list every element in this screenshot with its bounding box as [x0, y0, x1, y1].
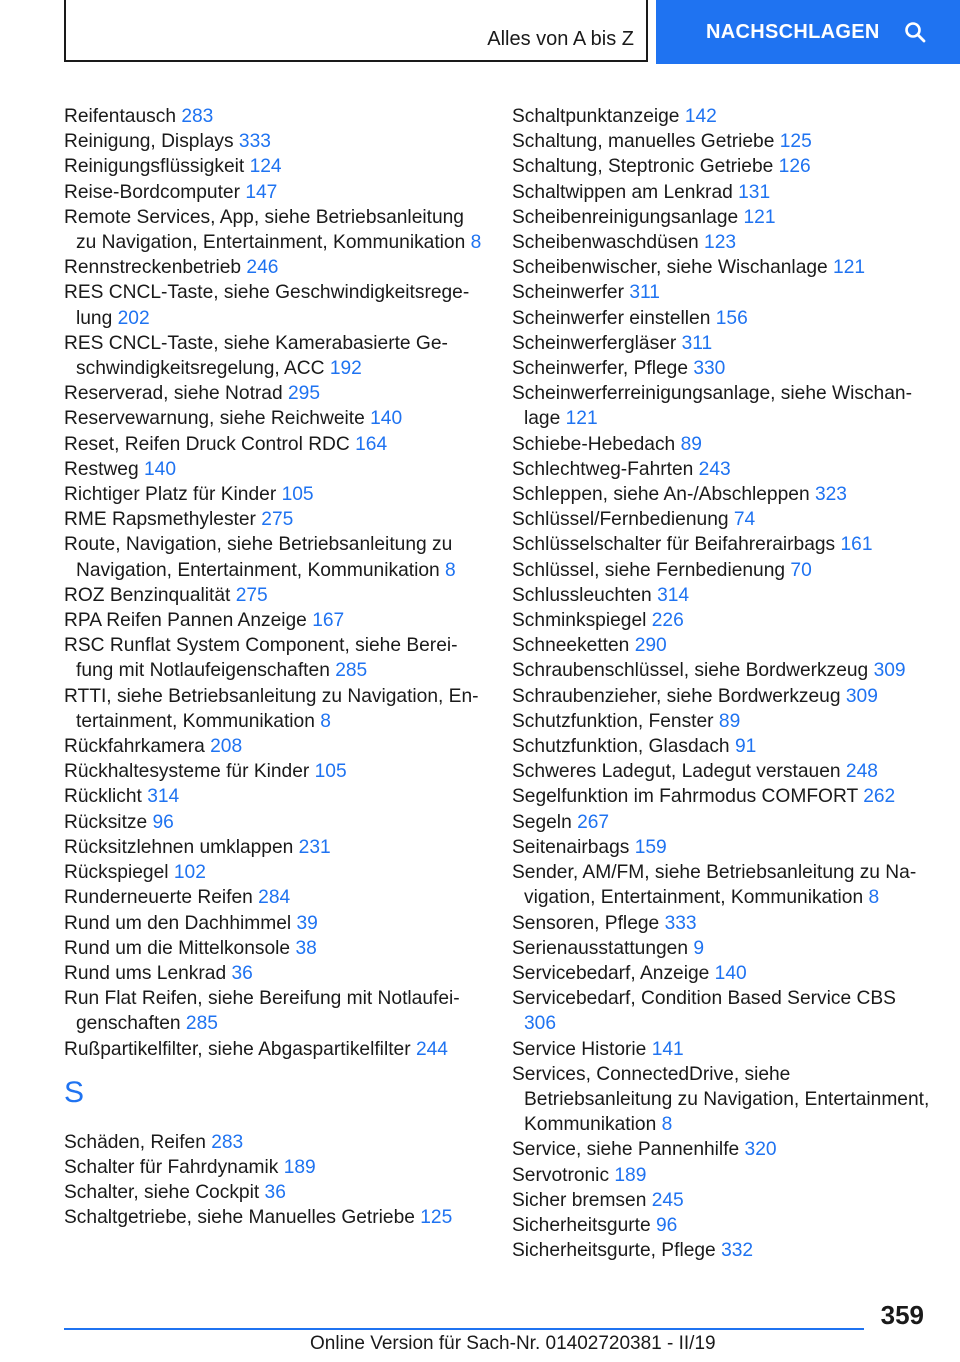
- page-reference-link[interactable]: 105: [314, 761, 347, 783]
- index-term: Segeln: [512, 811, 572, 833]
- index-term: Schutzfunktion, Glasdach: [512, 736, 730, 758]
- index-entry: [64, 835, 484, 860]
- index-entry: [512, 507, 932, 532]
- page-reference-link[interactable]: 231: [298, 836, 331, 858]
- page-reference-link[interactable]: 208: [210, 736, 243, 758]
- page-reference-link[interactable]: 140: [370, 408, 403, 430]
- footer-divider: [64, 1328, 864, 1330]
- index-entry: [512, 1188, 932, 1213]
- page-reference-link[interactable]: 39: [296, 912, 318, 934]
- index-term: Schaltung, Steptronic Getriebe: [512, 156, 774, 178]
- page-reference-link[interactable]: 140: [144, 458, 177, 480]
- index-entry: [512, 331, 932, 356]
- index-term: Scheibenwaschdüsen: [512, 232, 699, 254]
- page-reference-link[interactable]: 125: [420, 1207, 453, 1229]
- index-entry: [64, 583, 484, 608]
- page-reference-link[interactable]: 311: [681, 332, 713, 354]
- index-term: Rückhaltesysteme für Kinder: [64, 761, 310, 783]
- index-entry: [64, 255, 484, 280]
- page-reference-link[interactable]: 156: [715, 307, 748, 329]
- index-entry: [64, 961, 484, 986]
- section-letter-heading: S: [64, 1075, 85, 1109]
- index-term: Segelfunktion im Fahrmodus COMFORT: [512, 786, 858, 808]
- index-entry: [64, 406, 484, 431]
- index-term: Sensoren, Pflege: [512, 912, 660, 934]
- page-reference-link[interactable]: 295: [287, 383, 320, 405]
- index-entry: [64, 1037, 484, 1062]
- nachschlagen-button[interactable]: [656, 0, 960, 64]
- page-reference-link[interactable]: 243: [698, 458, 731, 480]
- index-entry: [64, 381, 484, 406]
- index-entry: [512, 255, 932, 280]
- page-reference-link[interactable]: 105: [281, 484, 314, 506]
- page-reference-link[interactable]: 189: [283, 1156, 316, 1178]
- page-reference-link[interactable]: 275: [261, 509, 294, 531]
- index-term: Schalter, siehe Cockpit: [64, 1182, 260, 1204]
- index-entry: [64, 1180, 484, 1205]
- page-reference-link[interactable]: 159: [634, 836, 667, 858]
- index-entry: [512, 784, 932, 809]
- index-term: RES CNCL-Taste, siehe Kamerabasierte Geschwindigkeitsregelung, ACC: [64, 332, 448, 380]
- page-reference-link[interactable]: 285: [335, 660, 368, 682]
- index-term: Reinigungsflüssigkeit: [64, 156, 245, 178]
- page-reference-link[interactable]: 320: [744, 1139, 777, 1161]
- page-reference-link[interactable]: 140: [714, 962, 747, 984]
- index-entry: [64, 507, 484, 532]
- index-entry: [512, 482, 932, 507]
- page-reference-link[interactable]: 244: [415, 1038, 448, 1060]
- index-term: Scheibenreinigungsanlage: [512, 206, 739, 228]
- index-term: Reserverad, siehe Notrad: [64, 383, 283, 405]
- index-term: Runderneuerte Reifen: [64, 887, 253, 909]
- index-entry: [64, 936, 484, 961]
- index-term: Schutzfunktion, Fenster: [512, 710, 714, 732]
- page-reference-link[interactable]: 142: [684, 106, 717, 127]
- index-term: Reinigung, Displays: [64, 131, 234, 153]
- index-entry: [64, 129, 484, 154]
- index-entry: [512, 280, 932, 305]
- index-term: Schraubenzieher, siehe Bordwerkzeug: [512, 685, 841, 707]
- page-reference-link[interactable]: 226: [651, 610, 684, 632]
- index-entry: [64, 331, 484, 381]
- index-entry: [512, 306, 932, 331]
- index-term: Schaltung, manuelles Getriebe: [512, 131, 775, 153]
- page-reference-link[interactable]: 290: [634, 635, 667, 657]
- index-entry: [64, 482, 484, 507]
- footer-text: Online Version für Sach-Nr. 01402720381 - II/19: [310, 1333, 716, 1354]
- index-entry: [512, 129, 932, 154]
- index-term: Scheibenwischer, siehe Wischanlage: [512, 257, 828, 279]
- page-reference-link[interactable]: 311: [629, 282, 660, 304]
- index-entry: [512, 180, 932, 205]
- index-term: Schneeketten: [512, 635, 630, 657]
- page-reference-link[interactable]: 89: [680, 433, 702, 455]
- index-entry: [512, 1213, 932, 1238]
- index-term: Schlechtweg-Fahrten: [512, 458, 694, 480]
- index-entry: [512, 381, 932, 431]
- index-term: Restweg: [64, 458, 139, 480]
- index-column-right: [512, 104, 932, 1263]
- index-term: Schlüsselschalter für Beifahrerairbags: [512, 534, 836, 556]
- index-entry: [64, 608, 484, 633]
- index-entry: [64, 104, 484, 129]
- index-term: Schlüssel/Fernbedienung: [512, 509, 729, 531]
- page-reference-link[interactable]: 102: [173, 862, 206, 884]
- index-entry: [512, 1238, 932, 1263]
- index-term: RTTI, siehe Betriebsanleitung zu Navigation, Entertainment, Kommunikation: [64, 685, 479, 732]
- page-reference-link[interactable]: 314: [147, 786, 180, 808]
- index-entry: [64, 1155, 484, 1180]
- section-tab[interactable]: [64, 0, 648, 62]
- index-entry: [512, 1163, 932, 1188]
- index-entry: [512, 104, 932, 129]
- index-term: Schaltpunktanzeige: [512, 106, 680, 127]
- index-term: Rennstreckenbetrieb: [64, 257, 242, 279]
- index-entry: [64, 759, 484, 784]
- page-reference-link[interactable]: 38: [295, 937, 317, 959]
- index-term: ROZ Benzinqualität: [64, 584, 231, 606]
- index-term: Schäden, Reifen: [64, 1131, 206, 1153]
- index-term: Schlüssel, siehe Fernbedienung: [512, 559, 786, 581]
- page-reference-link[interactable]: 96: [656, 1214, 678, 1236]
- page-reference-link[interactable]: 333: [238, 131, 271, 153]
- page-reference-link[interactable]: 131: [738, 181, 771, 203]
- index-entry: [512, 961, 932, 986]
- index-term: Rußpartikelfilter, siehe Abgaspartikelfilter: [64, 1038, 411, 1060]
- page-reference-link[interactable]: 283: [181, 106, 214, 127]
- index-entry: [512, 205, 932, 230]
- index-entry: [64, 734, 484, 759]
- index-entry: [512, 558, 932, 583]
- index-entry: [512, 230, 932, 255]
- page-reference-link[interactable]: 333: [664, 912, 697, 934]
- page-reference-link[interactable]: 91: [734, 736, 757, 758]
- index-entry: [512, 633, 932, 658]
- page-reference-link[interactable]: 323: [814, 484, 847, 506]
- page-reference-link[interactable]: 121: [833, 257, 866, 279]
- index-entry: [512, 457, 932, 482]
- index-term: Schlussleuchten: [512, 584, 652, 606]
- index-entry: [64, 432, 484, 457]
- index-term: Scheinwerfer, Pflege: [512, 358, 688, 380]
- index-entry: [512, 532, 932, 557]
- page-reference-link[interactable]: 8: [868, 887, 880, 909]
- index-entry: [512, 709, 932, 734]
- page-reference-link[interactable]: 125: [779, 131, 812, 153]
- index-term: RES CNCL-Taste, siehe Geschwindigkeitsregelung: [64, 282, 470, 329]
- index-term: Rund ums Lenkrad: [64, 962, 227, 984]
- search-icon[interactable]: [904, 21, 926, 43]
- index-term: Service, siehe Pannenhilfe: [512, 1139, 740, 1161]
- index-term: Schaltgetriebe, siehe Manuelles Getriebe: [64, 1207, 415, 1229]
- page-reference-link[interactable]: 246: [246, 257, 279, 279]
- page-reference-link[interactable]: 167: [312, 610, 345, 632]
- page-reference-link[interactable]: 284: [258, 887, 291, 909]
- page-reference-link[interactable]: 309: [873, 660, 906, 682]
- page-reference-link[interactable]: 121: [565, 408, 598, 430]
- index-term: Run Flat Reifen, siehe Bereifung mit Notlaufeigenschaften: [64, 988, 460, 1035]
- page-reference-link[interactable]: 70: [790, 559, 812, 581]
- index-entry: [512, 1137, 932, 1162]
- index-entry: [64, 1130, 484, 1155]
- index-entry: [64, 810, 484, 835]
- index-entry: [64, 1205, 484, 1230]
- index-term: Sicherheitsgurte: [512, 1214, 651, 1236]
- index-term: Serienausstattungen: [512, 937, 689, 959]
- page-reference-link[interactable]: 332: [721, 1240, 754, 1262]
- index-term: Reservewarnung, siehe Reichweite: [64, 408, 365, 430]
- index-term: Schaltwippen am Lenkrad: [512, 181, 733, 203]
- page-reference-link[interactable]: 283: [211, 1131, 244, 1153]
- page-reference-link[interactable]: 124: [249, 156, 282, 178]
- index-entry: [64, 784, 484, 809]
- index-entry: [512, 810, 932, 835]
- index-entry: [64, 860, 484, 885]
- index-term: Route, Navigation, siehe Betriebsanleitung zu Navigation, Entertainment, Kommunikation: [64, 534, 453, 581]
- index-entry: [512, 356, 932, 381]
- page-reference-link[interactable]: 121: [743, 206, 776, 228]
- index-entry: [64, 532, 484, 582]
- page-reference-link[interactable]: 96: [152, 811, 174, 833]
- index-entry: [64, 180, 484, 205]
- index-entry: [512, 154, 932, 179]
- page-reference-link[interactable]: 36: [231, 962, 253, 984]
- page-reference-link[interactable]: 89: [718, 710, 741, 732]
- page-reference-link[interactable]: 141: [651, 1038, 684, 1060]
- index-entry: [512, 432, 932, 457]
- index-term: Schiebe-Hebedach: [512, 433, 676, 455]
- page-reference-link[interactable]: 161: [840, 534, 873, 556]
- page-reference-link[interactable]: 192: [329, 358, 362, 380]
- page-reference-link[interactable]: 245: [651, 1189, 684, 1211]
- index-term: Scheinwerfergläser: [512, 332, 677, 354]
- index-entry: [64, 154, 484, 179]
- page-reference-link[interactable]: 285: [185, 1013, 218, 1035]
- index-list-s: [64, 1130, 484, 1231]
- index-entry: [512, 583, 932, 608]
- index-term: Schraubenschlüssel, siehe Bordwerkzeug: [512, 660, 869, 682]
- index-entry: [64, 205, 484, 255]
- page-reference-link[interactable]: 123: [704, 232, 737, 254]
- page-reference-link[interactable]: 330: [693, 358, 726, 380]
- index-term: RSC Runflat System Component, siehe Bereifung mit Notlaufeigenschaften: [64, 635, 458, 682]
- section-title: Alles von A bis Z: [487, 28, 634, 50]
- index-term: Rund um den Dachhimmel: [64, 912, 292, 934]
- page-reference-link[interactable]: 126: [778, 156, 811, 178]
- index-term: RPA Reifen Pannen Anzeige: [64, 610, 307, 632]
- index-term: Seitenairbags: [512, 836, 630, 858]
- index-term: Reise-Bordcomputer: [64, 181, 240, 203]
- index-entry: [512, 759, 932, 784]
- index-entry: [64, 457, 484, 482]
- index-entry: [512, 936, 932, 961]
- index-entry: [512, 1062, 932, 1138]
- page-reference-link[interactable]: 267: [577, 811, 610, 833]
- page-reference-link[interactable]: 8: [320, 710, 331, 732]
- index-entry: [512, 608, 932, 633]
- page-reference-link[interactable]: 36: [264, 1182, 286, 1204]
- index-term: Scheinwerferreinigungsanlage, siehe Wischanlage: [512, 383, 912, 430]
- index-term: Services, ConnectedDrive, siehe Betriebsanleitung zu Navigation, Entertainment, Kommunikation: [512, 1063, 930, 1136]
- index-term: RME Rapsmethylester: [64, 509, 256, 531]
- index-list-r: [64, 104, 484, 1062]
- index-entry: [512, 911, 932, 936]
- index-term: Reifentausch: [64, 106, 176, 127]
- index-entry: [512, 835, 932, 860]
- index-term: Schminkspiegel: [512, 610, 647, 632]
- nachschlagen-label: NACHSCHLAGEN: [706, 20, 880, 43]
- index-term: Rücksitze: [64, 811, 148, 833]
- page-reference-link[interactable]: 9: [693, 937, 705, 959]
- page-reference-link[interactable]: 248: [845, 761, 878, 783]
- page-reference-link[interactable]: 202: [117, 307, 150, 329]
- index-term: Schleppen, siehe An-/Abschleppen: [512, 484, 810, 506]
- page-reference-link[interactable]: 8: [661, 1114, 673, 1136]
- index-term: Schalter für Fahrdynamik: [64, 1156, 279, 1178]
- index-entry: [512, 1037, 932, 1062]
- index-entry: [512, 986, 932, 1036]
- page-reference-link[interactable]: 164: [355, 433, 388, 455]
- index-term: Sicherheitsgurte, Pflege: [512, 1240, 716, 1262]
- index-entry: [64, 885, 484, 910]
- index-term: Servotronic: [512, 1164, 610, 1186]
- index-entry: [64, 633, 484, 683]
- page-reference-link[interactable]: 8: [470, 232, 482, 254]
- index-entry: [64, 911, 484, 936]
- index-term: Rücklicht: [64, 786, 142, 808]
- page-reference-link[interactable]: 314: [657, 584, 690, 606]
- index-column-left: [64, 104, 484, 1231]
- index-term: Sender, AM/FM, siehe Betriebsanleitung zu Navigation, Entertainment, Kommunikation: [512, 862, 917, 909]
- index-term: Rückfahrkamera: [64, 736, 205, 758]
- page-reference-link[interactable]: 189: [614, 1164, 647, 1186]
- index-term: Scheinwerfer: [512, 282, 624, 304]
- index-term: Scheinwerfer einstellen: [512, 307, 711, 329]
- index-entry: [512, 684, 932, 709]
- index-term: Rund um die Mittelkonsole: [64, 937, 291, 959]
- page-reference-link[interactable]: 147: [245, 181, 278, 203]
- index-term: Servicebedarf, Condition Based Service CBS: [512, 988, 896, 1010]
- page-reference-link[interactable]: 309: [845, 685, 878, 707]
- index-entry: [64, 280, 484, 330]
- index-term: Remote Services, App, siehe Betriebsanleitung zu Navigation, Entertainment, Kommunikation: [64, 206, 466, 254]
- index-entry: [512, 658, 932, 683]
- index-term: Rückspiegel: [64, 862, 169, 884]
- index-term: Schweres Ladegut, Ladegut verstauen: [512, 761, 841, 783]
- index-term: Sicher bremsen: [512, 1189, 647, 1211]
- index-entry: [512, 734, 932, 759]
- index-term: Rücksitzlehnen umklappen: [64, 836, 294, 858]
- index-entry: [512, 860, 932, 910]
- index-term: Servicebedarf, Anzeige: [512, 962, 710, 984]
- page-reference-link[interactable]: 74: [733, 509, 756, 531]
- index-entry: [64, 684, 484, 734]
- page-reference-link[interactable]: 262: [863, 786, 896, 808]
- index-entry: [64, 986, 484, 1036]
- index-term: Service Historie: [512, 1038, 647, 1060]
- index-list-s-continued: [512, 104, 932, 1263]
- page-header: [0, 0, 960, 66]
- page-number: 359: [880, 1300, 924, 1330]
- page-reference-link[interactable]: 306: [524, 1013, 557, 1035]
- page-reference-link[interactable]: 275: [235, 584, 268, 606]
- page-reference-link[interactable]: 8: [445, 559, 456, 581]
- index-term: Richtiger Platz für Kinder: [64, 484, 277, 506]
- index-term: Reset, Reifen Druck Control RDC: [64, 433, 350, 455]
